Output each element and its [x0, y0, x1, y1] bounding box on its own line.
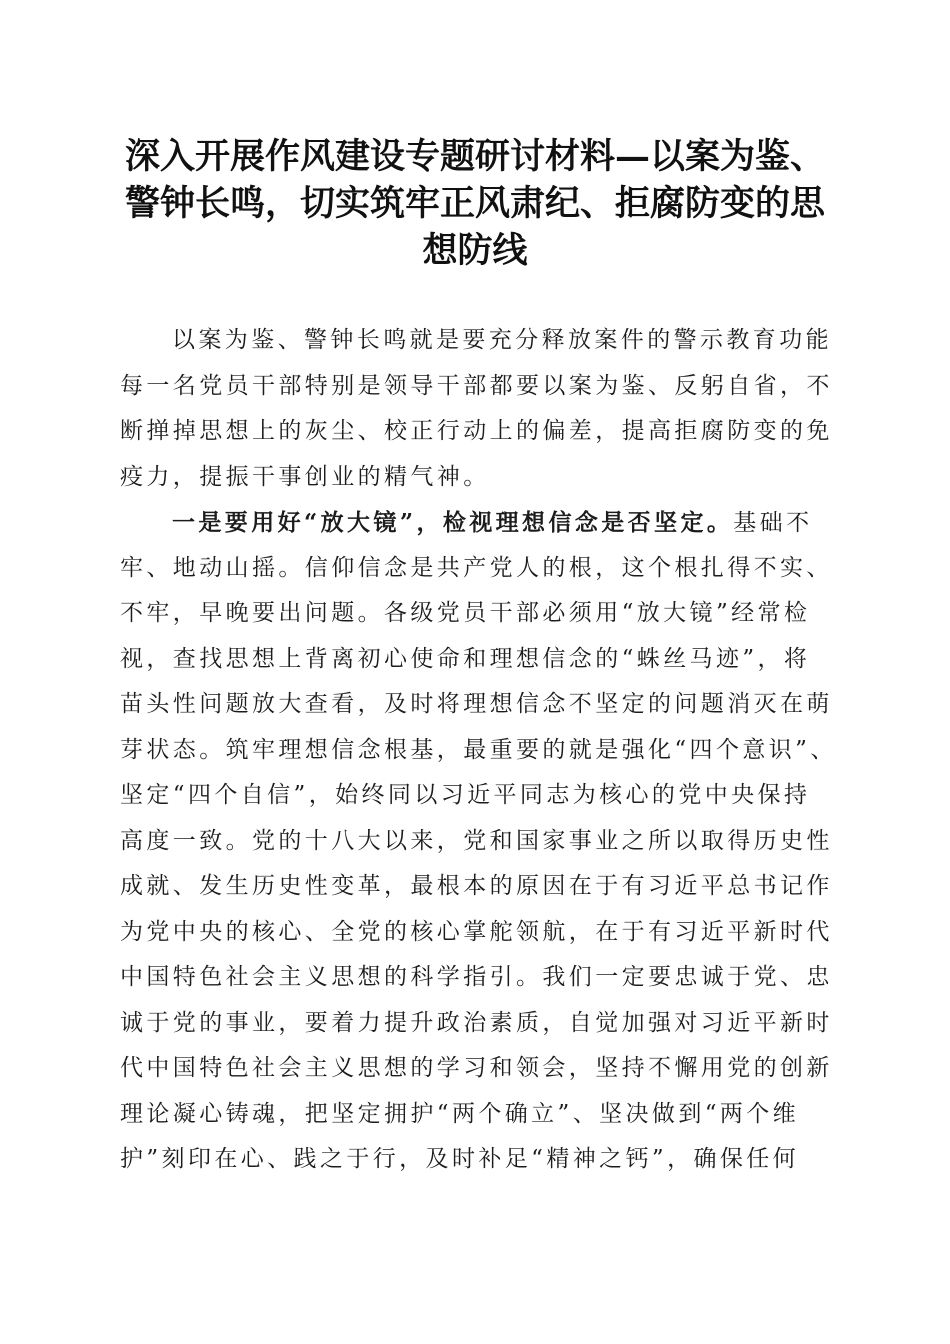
body-line: 诚于党的事业，要着力提升政治素质，自觉加强对习近平新时	[120, 1009, 833, 1036]
document-title	[110, 133, 840, 274]
body-line: 疫力，提振干事创业的精气神。	[120, 463, 490, 490]
title-line: 警钟长鸣，切实筑牢正风肃纪、拒腐防变的思	[124, 183, 825, 224]
body-line: 每一名党员干部特别是领导干部都要以案为鉴、反躬自省，不	[120, 372, 833, 399]
body-line: 高度一致。党的十八大以来，党和国家事业之所以取得历史性	[120, 827, 833, 854]
document-body	[120, 318, 837, 1183]
body-line: 芽状态。筑牢理想信念根基，最重要的就是强化“四个意识”、	[120, 736, 837, 763]
body-line: 视，查找思想上背离初心使命和理想信念的“蛛丝马迹”，将	[120, 645, 811, 672]
section-heading: 一是要用好“放大镜”，检视理想信念是否坚定。	[172, 509, 734, 536]
body-line: 护”刻印在心、践之于行，及时补足“精神之钙”，确保任何	[120, 1146, 800, 1172]
title-line: 深入开展作风建设专题研讨材料—以案为鉴、	[124, 136, 825, 177]
body-line	[120, 500, 825, 546]
body-line: 不牢，早晚要出问题。各级党员干部必须用“放大镜”经常检	[120, 600, 811, 626]
body-line: 以案为鉴、警钟长鸣就是要充分释放案件的警示教育功能	[172, 327, 832, 353]
body-line: 中国特色社会主义思想的科学指引。我们一定要忠诚于党、忠	[120, 964, 833, 990]
body-line: 理论凝心铸魂，把坚定拥护“两个确立”、坚决做到“两个维	[120, 1100, 800, 1127]
body-line: 苗头性问题放大查看，及时将理想信念不坚定的问题消灭在萌	[120, 691, 833, 717]
body-line: 为党中央的核心、全党的核心掌舵领航，在于有习近平新时代	[120, 918, 833, 945]
body-line: 牢、地动山摇。信仰信念是共产党人的根，这个根扎得不实、	[120, 554, 833, 581]
body-line: 代中国特色社会主义思想的学习和领会，坚持不懈用党的创新	[120, 1055, 833, 1081]
title-line: 想防线	[422, 230, 528, 271]
body-line: 坚定“四个自信”，始终同以习近平同志为核心的党中央保持	[120, 782, 811, 808]
body-line: 断掸掉思想上的灰尘、校正行动上的偏差，提高拒腐防变的免	[120, 418, 833, 444]
body-text: 基础不	[733, 510, 813, 536]
body-line: 成就、发生历史性变革，最根本的原因在于有习近平总书记作	[120, 873, 833, 899]
